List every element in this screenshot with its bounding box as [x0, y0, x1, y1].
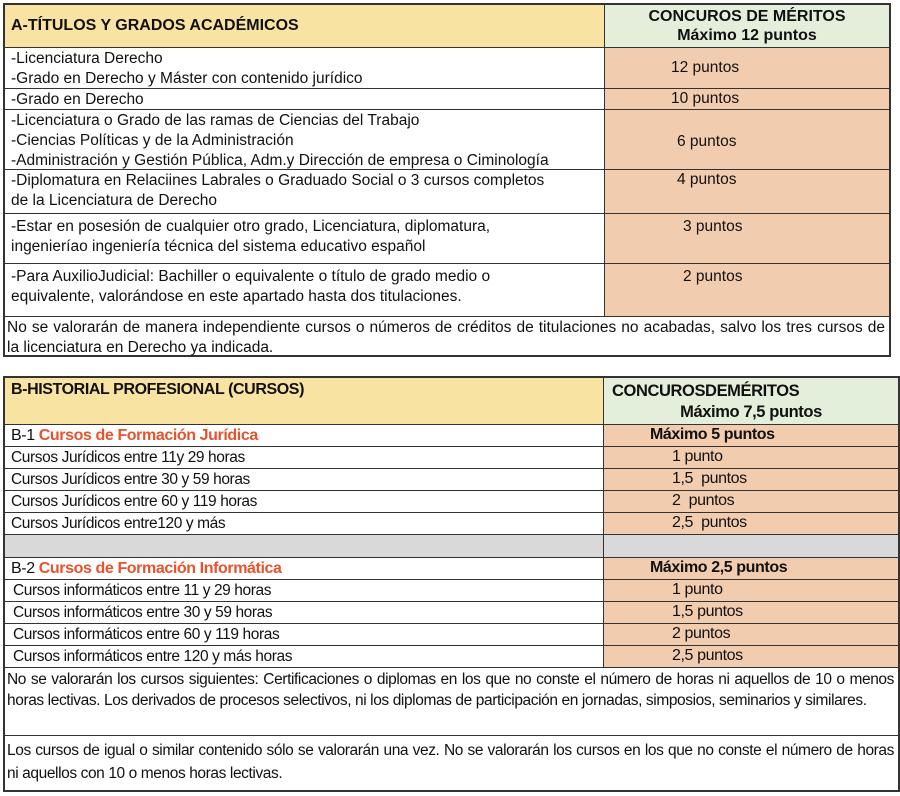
points-cell: 1 punto — [604, 447, 898, 468]
table-row — [5, 48, 889, 89]
course-label: Cursos Jurídicos entre 11y 29 horas — [5, 447, 604, 468]
separator-cell-left — [5, 535, 604, 557]
criteria-line: -Grado en Derecho — [11, 91, 144, 108]
score-header-line1: CONCUROS DE MÉRITOS — [648, 8, 846, 25]
table-row — [5, 513, 898, 535]
points-cell: 12 puntos — [605, 48, 889, 88]
b2-prefix: B-2 — [11, 560, 39, 577]
table-a-title: A-TÍTULOS Y GRADOS ACADÉMICOS — [5, 5, 605, 47]
points-cell: 2,5 puntos — [604, 513, 898, 534]
table-b-title: B-HISTORIAL PROFESIONAL (CURSOS) — [5, 378, 604, 424]
points-cell: 3 puntos — [605, 214, 889, 263]
table-row — [5, 469, 898, 491]
criteria-line: -Administración y Gestión Pública, Adm.y Dirección de empresa o Ciminología — [11, 152, 549, 169]
table-b-score-header — [604, 378, 898, 424]
points-cell: 2 puntos — [605, 264, 889, 316]
table-a-header — [5, 5, 889, 48]
note-text: No se valorarán de manera independiente cursos o números de créditos de titulaciones no acabadas, salvo los tres cursos de la licenciatura en Derecho ya indicada. — [7, 319, 885, 356]
course-label: Cursos informáticos entre 120 y más horas — [5, 646, 604, 667]
b1-title-cell — [5, 425, 604, 446]
table-b-note-2 — [5, 736, 898, 790]
points-cell: 2 puntos — [604, 624, 898, 645]
note-text: Los cursos de igual o similar contenido sólo se valorarán una vez. No se valorarán los cursos en los que no conste el número de horas ni aquellos con 10 o menos horas lectivas. — [7, 742, 894, 782]
b2-max-cell: Máximo 2,5 puntos — [604, 558, 898, 579]
table-historial-profesional — [3, 376, 900, 792]
score-header-line1: CONCUROSDEMÉRITOS — [612, 382, 800, 400]
criteria-cell — [5, 170, 605, 213]
b2-title-cell — [5, 558, 604, 579]
table-row — [5, 110, 889, 170]
criteria-cell — [5, 110, 605, 169]
criteria-cell — [5, 214, 605, 263]
course-label: Cursos informáticos entre 30 y 59 horas — [5, 602, 604, 623]
course-label: Cursos Jurídicos entre 30 y 59 horas — [5, 469, 604, 490]
table-a-score-header — [605, 5, 889, 47]
table-row — [5, 264, 889, 317]
points-cell: 2 puntos — [604, 491, 898, 512]
table-titulos-grados — [3, 3, 891, 357]
points-cell: 1,5 puntos — [604, 602, 898, 623]
b1-max-cell: Máximo 5 puntos — [604, 425, 898, 446]
score-header-line2: Máximo 12 puntos — [677, 27, 817, 44]
points-cell: 10 puntos — [605, 89, 889, 109]
course-label: Cursos informáticos entre 11 y 29 horas — [5, 580, 604, 601]
criteria-line: -Diplomatura en Relaciines Labrales o Graduado Social o 3 cursos completos — [11, 172, 545, 189]
b2-header-row — [5, 558, 898, 580]
points-cell: 2,5 puntos — [604, 646, 898, 667]
separator-cell-right — [604, 535, 898, 557]
criteria-line: -Grado en Derecho y Máster con contenido jurídico — [11, 70, 363, 87]
table-row — [5, 89, 889, 110]
criteria-line: -Ciencias Políticas y de la Administración — [11, 132, 294, 149]
criteria-cell — [5, 48, 605, 88]
points-cell: 4 puntos — [605, 170, 889, 213]
b1-prefix: B-1 — [11, 427, 39, 444]
b2-title: Cursos de Formación Informática — [38, 560, 282, 577]
criteria-line: -Licenciatura o Grado de las ramas de Ciencias del Trabajo — [11, 112, 420, 129]
note-text: No se valorarán los cursos siguientes: Certificaciones o diplomas en los que no conste el número de horas ni aquellos de 10 o menos horas lectivas. Los derivados de procesos selectivos, ni los diplomas de participación en jornadas, simposios, seminarios y similares. — [7, 671, 894, 709]
score-header-line2: Máximo 7,5 puntos — [680, 403, 822, 421]
criteria-line: de la Licenciatura de Derecho — [11, 192, 217, 209]
criteria-cell — [5, 264, 605, 316]
table-row — [5, 491, 898, 513]
table-a-note — [5, 317, 889, 355]
criteria-line: -Para AuxilioJudicial: Bachiller o equivalente o título de grado medio o — [11, 268, 491, 285]
points-cell: 1 punto — [604, 580, 898, 601]
b1-header-row — [5, 425, 898, 447]
course-label: Cursos Jurídicos entre 60 y 119 horas — [5, 491, 604, 512]
criteria-line: equivalente, valorándose en este apartado hasta dos titulaciones. — [11, 288, 462, 305]
separator-row — [5, 535, 898, 558]
table-row — [5, 447, 898, 469]
table-b-note-1 — [5, 668, 898, 736]
points-cell: 1,5 puntos — [604, 469, 898, 490]
criteria-line: -Estar en posesión de cualquier otro grado, Licenciatura, diplomatura, — [11, 218, 491, 235]
b1-title: Cursos de Formación Jurídica — [38, 427, 258, 444]
table-row — [5, 602, 898, 624]
table-b-header — [5, 378, 898, 425]
points-cell: 6 puntos — [605, 110, 889, 169]
table-row — [5, 624, 898, 646]
criteria-line: -Licenciatura Derecho — [11, 50, 163, 67]
table-row — [5, 580, 898, 602]
criteria-line: ingenieríao ingeniería técnica del sistema educativo español — [11, 238, 426, 255]
criteria-cell — [5, 89, 605, 109]
table-row — [5, 170, 889, 214]
table-row — [5, 214, 889, 264]
course-label: Cursos informáticos entre 60 y 119 horas — [5, 624, 604, 645]
course-label: Cursos Jurídicos entre120 y más — [5, 513, 604, 534]
table-row — [5, 646, 898, 668]
